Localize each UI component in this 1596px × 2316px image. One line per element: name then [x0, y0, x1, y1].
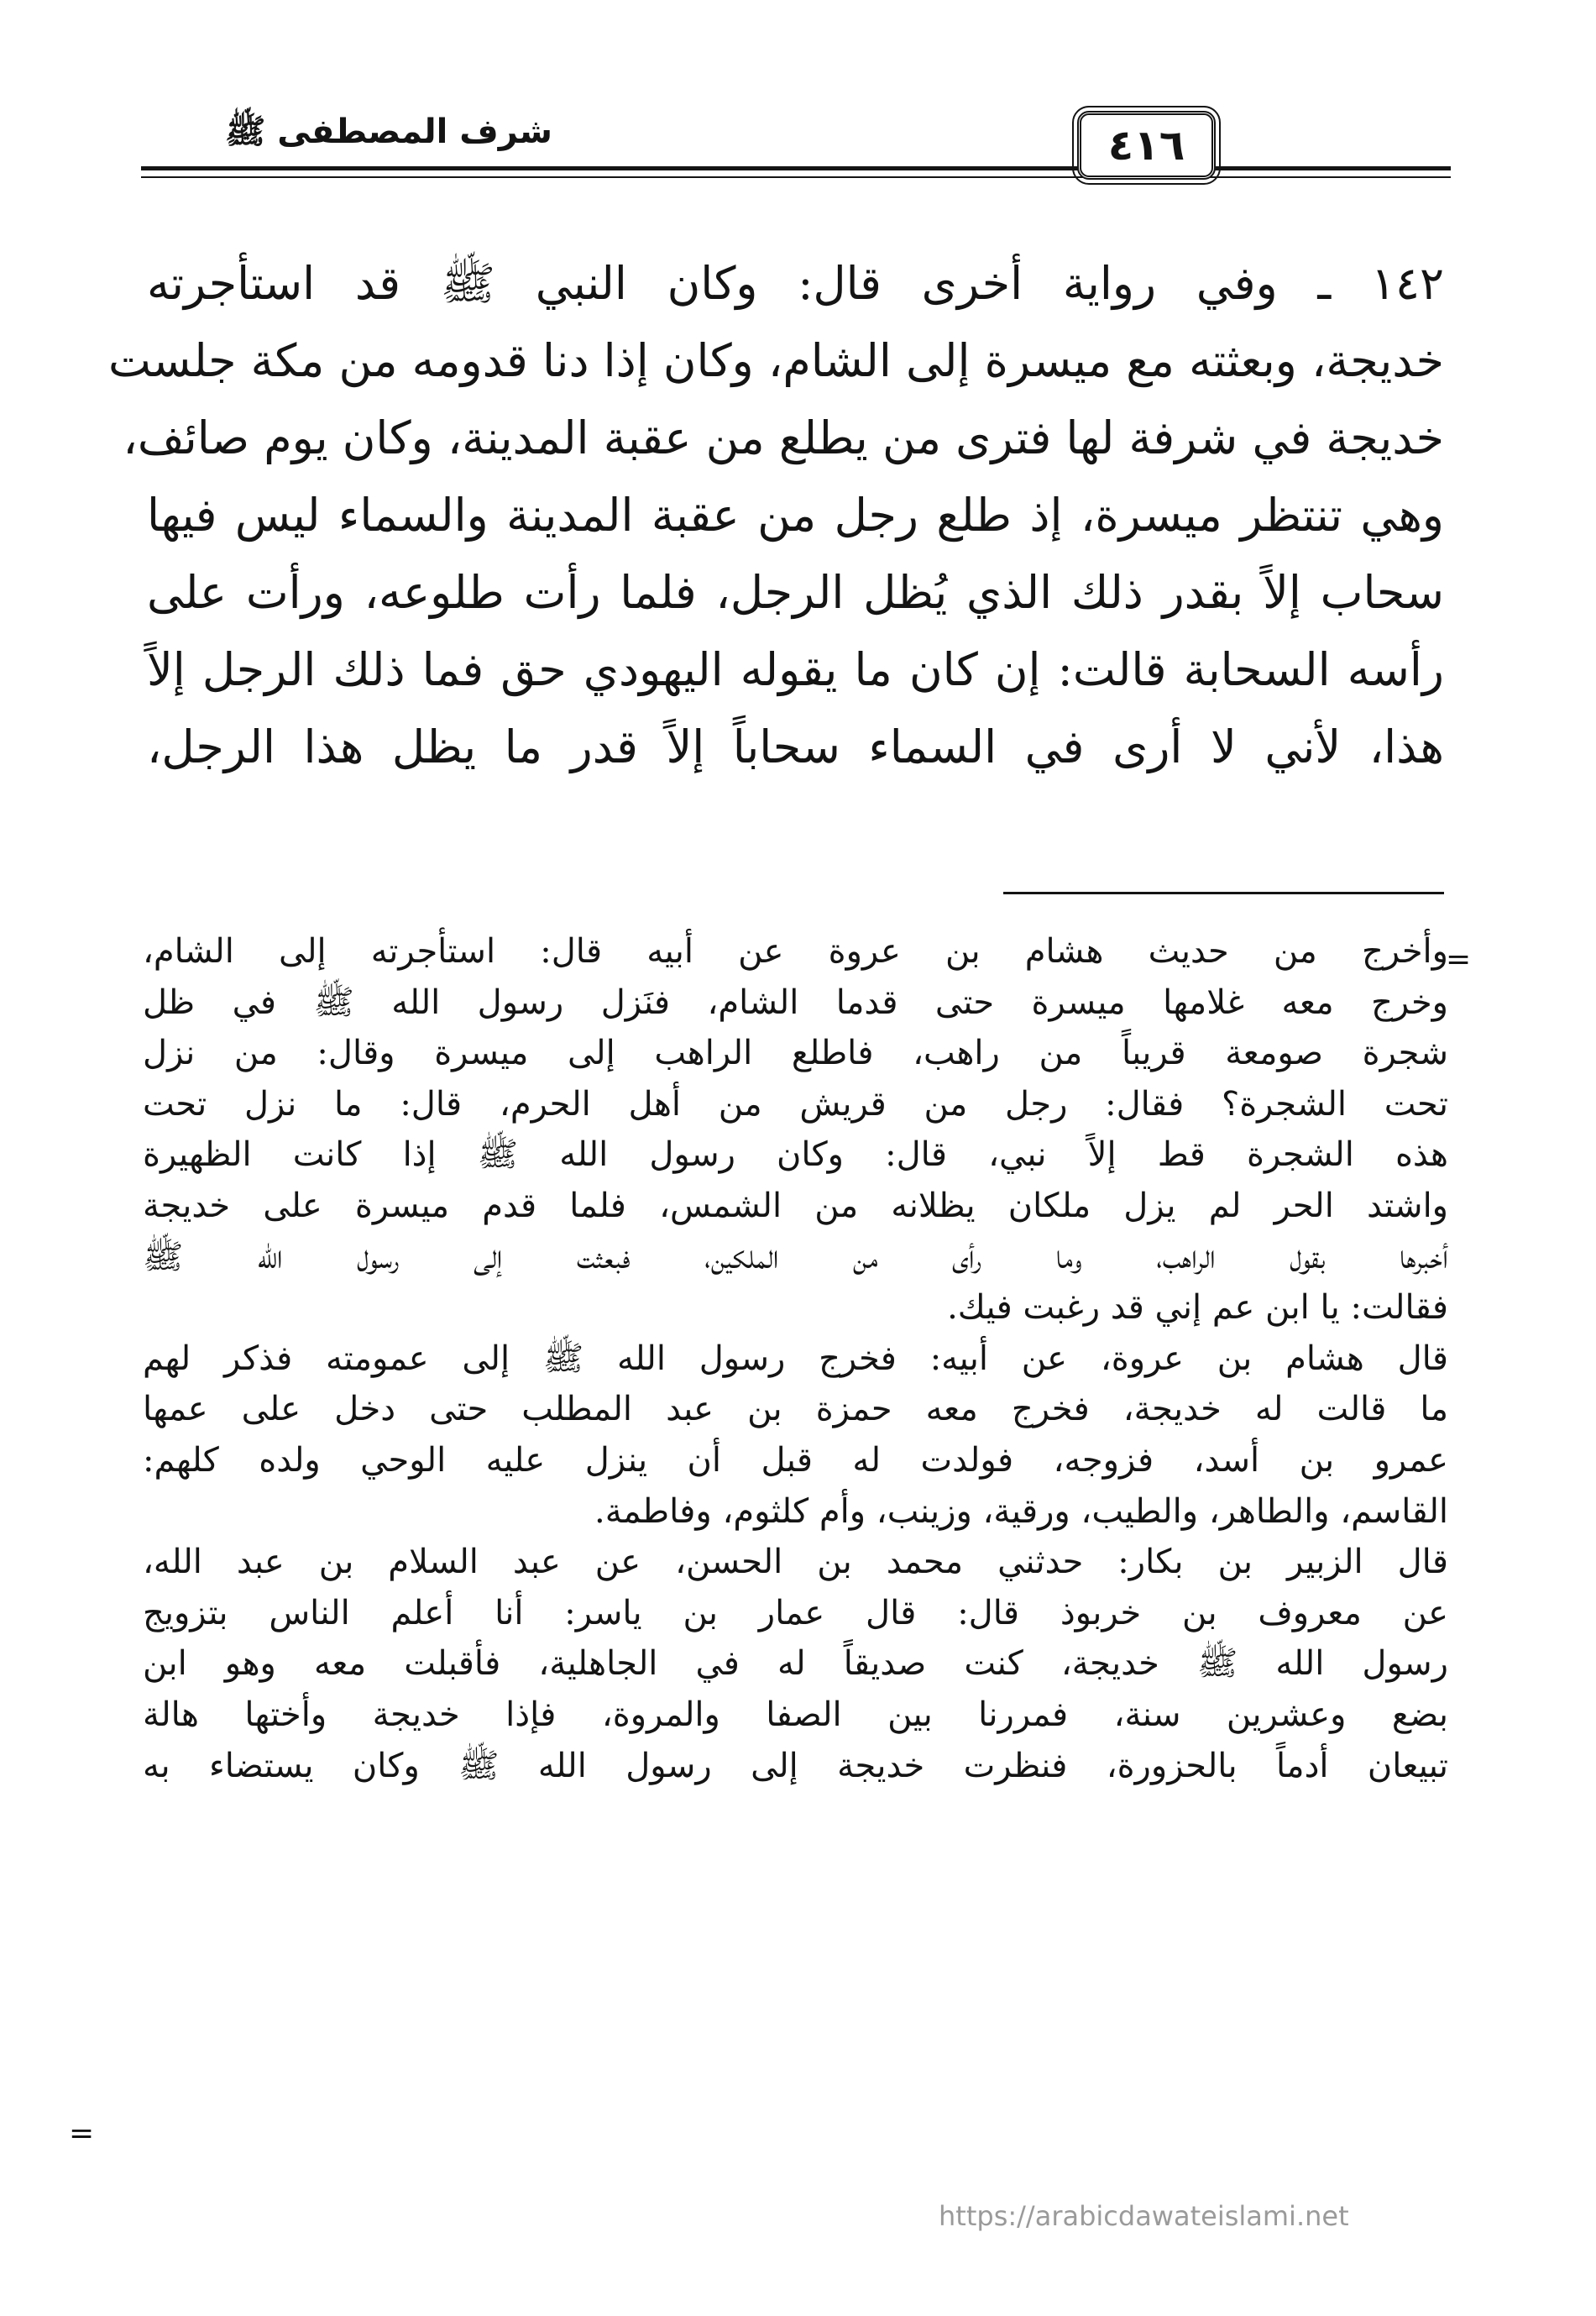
- footnote-line: أخبرها بقول الراهب، وما رأى من الملكين، فبعثت إلى رسول الله ﷺ: [143, 1237, 1448, 1276]
- footnote-line: شجرة صومعة قريباً من راهب، فاطلع الراهب إلى ميسرة وقال: من نزل: [143, 1034, 1448, 1073]
- main-line: وهي تنتظر ميسرة، إذ طلع رجل من عقبة المدينة والسماء ليس فيها: [147, 489, 1444, 542]
- footnote-line: عمرو بن أسد، فزوجه، فولدت له قبل أن ينزل عليه الوحي ولده كلهم:: [143, 1440, 1448, 1480]
- continuation-marker-top: =: [1446, 942, 1472, 977]
- footnote-line: رسول الله ﷺ خديجة، كنت صديقاً له في الجاهلية، فأقبلت معه وهو ابن: [143, 1644, 1448, 1684]
- main-text: [108, 245, 1444, 786]
- running-title: شرف المصطفى ﷺ: [224, 113, 552, 151]
- footnote-line: وخرج معه غلامها ميسرة حتى قدما الشام، فنَزل رسول الله ﷺ في ظل: [143, 982, 1448, 1022]
- main-line: سحاب إلاً بقدر ذلك الذي يُظل الرجل، فلما رأت طلوعه، ورأت على: [147, 566, 1444, 619]
- footnotes: [143, 926, 1448, 1791]
- footnote-separator: [1003, 892, 1444, 894]
- main-line: هذا، لأني لا أرى في السماء سحاباً إلاً قدر ما يظل هذا الرجل،: [147, 720, 1444, 773]
- watermark-url: https://arabicdawateislami.net: [939, 2200, 1349, 2232]
- footnote-line: هذه الشجرة قط إلاً نبي، قال: وكان رسول الله ﷺ إذا كانت الظهيرة: [143, 1135, 1448, 1175]
- footnote-line: فقالت: يا ابن عم إني قد رغبت فيك.: [947, 1288, 1448, 1328]
- footnote-line: تبيعان أدماً بالحزورة، فنظرت خديجة إلى رسول الله ﷺ وكان يستضاء به: [143, 1746, 1448, 1785]
- header-rule-thin: [141, 176, 1451, 178]
- page-number: ٤١٦: [1077, 111, 1216, 180]
- main-line: خديجة، وبعثته مع ميسرة إلى الشام، وكان إذا دنا قدومه من مكة جلست: [108, 334, 1444, 387]
- footnote-line: بضع وعشرين سنة، فمررنا بين الصفا والمروة، فإذا خديجة وأختها هالة: [143, 1695, 1448, 1734]
- footnote-line: ما قالت له خديجة، فخرج معه حمزة بن عبد المطلب حتى دخل على عمها: [143, 1390, 1448, 1429]
- footnote-line: تحت الشجرة؟ فقال: رجل من قريش من أهل الحرم، قال: ما نزل تحت: [143, 1084, 1448, 1124]
- main-line: خديجة في شرفة لها فترى من يطلع من عقبة المدينة، وكان يوم صائف،: [123, 411, 1444, 464]
- footnote-line: وأخرج من حديث هشام بن عروة عن أبيه قال: استأجرته إلى الشام،: [143, 932, 1448, 971]
- footnote-line: قال هشام بن عروة، عن أبيه: فخرج رسول الله ﷺ إلى عمومته فذكر لهم: [143, 1339, 1448, 1378]
- main-line: رأسه السحابة قالت: إن كان ما يقوله اليهودي حق فما ذلك الرجل إلاً: [147, 643, 1444, 696]
- header-rule-thick: [141, 166, 1451, 170]
- footnote-line: عن معروف بن خربوذ قال: قال عمار بن ياسر: أنا أعلم الناس بتزويج: [143, 1593, 1448, 1632]
- footnote-line: قال الزبير بن بكار: حدثني محمد بن الحسن، عن عبد السلام بن عبد الله،: [143, 1543, 1448, 1582]
- continuation-marker-bottom: =: [69, 2116, 95, 2151]
- main-line: ١٤٢ ـ وفي رواية أخرى قال: وكان النبي ﷺ قد استأجرته: [147, 257, 1444, 310]
- footnote-line: واشتد الحر لم يزل ملكان يظلانه من الشمس، فلما قدم ميسرة على خديجة: [143, 1186, 1448, 1225]
- page-header: [141, 101, 1451, 193]
- footnote-line: القاسم، والطاهر، والطيب، ورقية، وزينب، وأم كلثوم، وفاطمة.: [594, 1491, 1448, 1531]
